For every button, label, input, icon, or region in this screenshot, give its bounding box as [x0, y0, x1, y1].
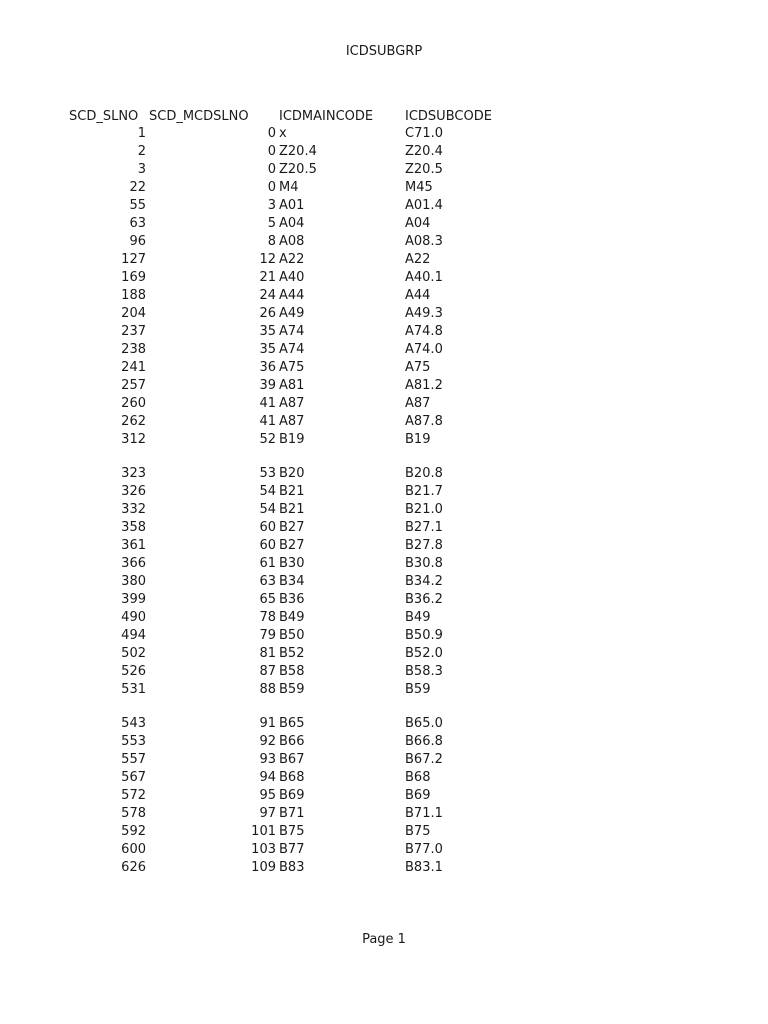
cell-icdsubcode: A49.3 — [405, 306, 443, 321]
cell-scd-slno: 63 — [129, 216, 146, 231]
cell-scd-mcdslno: 109 — [251, 860, 276, 875]
cell-scd-slno: 257 — [121, 378, 146, 393]
cell-icdsubcode: B83.1 — [405, 860, 443, 875]
cell-scd-mcdslno: 54 — [259, 502, 276, 517]
table-header — [0, 108, 768, 126]
cell-icdmaincode: B65 — [279, 716, 305, 731]
table-row — [0, 787, 768, 805]
cell-scd-slno: 1 — [137, 126, 146, 141]
cell-scd-mcdslno: 54 — [259, 484, 276, 499]
cell-icdsubcode: A81.2 — [405, 378, 443, 393]
cell-scd-mcdslno: 65 — [259, 592, 276, 607]
cell-scd-slno: 241 — [121, 360, 146, 375]
cell-icdsubcode: A04 — [405, 216, 431, 231]
cell-icdsubcode: A44 — [405, 288, 431, 303]
cell-scd-mcdslno: 21 — [259, 270, 276, 285]
table-row — [0, 215, 768, 233]
cell-scd-mcdslno: 0 — [267, 144, 276, 159]
table-row — [0, 483, 768, 501]
cell-icdmaincode: B59 — [279, 682, 305, 697]
cell-scd-mcdslno: 103 — [251, 842, 276, 857]
cell-scd-slno: 567 — [121, 770, 146, 785]
cell-scd-slno: 55 — [129, 198, 146, 213]
cell-icdmaincode: B75 — [279, 824, 305, 839]
cell-scd-slno: 260 — [121, 396, 146, 411]
cell-icdmaincode: x — [279, 126, 287, 141]
cell-icdmaincode: A04 — [279, 216, 305, 231]
cell-scd-slno: 531 — [121, 682, 146, 697]
cell-scd-mcdslno: 97 — [259, 806, 276, 821]
cell-scd-mcdslno: 93 — [259, 752, 276, 767]
table-row — [0, 627, 768, 645]
cell-icdsubcode: B50.9 — [405, 628, 443, 643]
table-row — [0, 681, 768, 699]
cell-scd-slno: 237 — [121, 324, 146, 339]
cell-scd-slno: 169 — [121, 270, 146, 285]
cell-icdmaincode: B21 — [279, 502, 305, 517]
cell-scd-slno: 600 — [121, 842, 146, 857]
table-row — [0, 609, 768, 627]
cell-scd-mcdslno: 12 — [259, 252, 276, 267]
cell-icdsubcode: B65.0 — [405, 716, 443, 731]
cell-scd-mcdslno: 52 — [259, 432, 276, 447]
table-row — [0, 179, 768, 197]
cell-icdmaincode: A74 — [279, 324, 305, 339]
cell-icdmaincode: B77 — [279, 842, 305, 857]
table-row — [0, 269, 768, 287]
cell-scd-slno: 553 — [121, 734, 146, 749]
cell-scd-slno: 332 — [121, 502, 146, 517]
table-row — [0, 841, 768, 859]
table-row — [0, 805, 768, 823]
cell-scd-slno: 204 — [121, 306, 146, 321]
cell-icdmaincode: B52 — [279, 646, 305, 661]
cell-scd-mcdslno: 94 — [259, 770, 276, 785]
cell-scd-slno: 572 — [121, 788, 146, 803]
cell-scd-mcdslno: 87 — [259, 664, 276, 679]
cell-icdsubcode: Z20.5 — [405, 162, 443, 177]
cell-scd-mcdslno: 36 — [259, 360, 276, 375]
table-row — [0, 197, 768, 215]
cell-icdmaincode: A74 — [279, 342, 305, 357]
column-header-icdmaincode: ICDMAINCODE — [279, 109, 374, 124]
cell-icdmaincode: B58 — [279, 664, 305, 679]
cell-icdmaincode: B68 — [279, 770, 305, 785]
cell-icdmaincode: A49 — [279, 306, 305, 321]
cell-scd-mcdslno: 81 — [259, 646, 276, 661]
cell-scd-slno: 2 — [137, 144, 146, 159]
cell-icdmaincode: Z20.5 — [279, 162, 317, 177]
cell-scd-slno: 399 — [121, 592, 146, 607]
cell-icdsubcode: A08.3 — [405, 234, 443, 249]
cell-scd-slno: 578 — [121, 806, 146, 821]
cell-icdmaincode: B71 — [279, 806, 305, 821]
cell-scd-mcdslno: 26 — [259, 306, 276, 321]
cell-icdsubcode: B19 — [405, 432, 431, 447]
cell-scd-mcdslno: 3 — [267, 198, 276, 213]
cell-scd-slno: 326 — [121, 484, 146, 499]
cell-icdsubcode: B75 — [405, 824, 431, 839]
table-row — [0, 143, 768, 161]
cell-icdmaincode: B27 — [279, 538, 305, 553]
cell-scd-slno: 361 — [121, 538, 146, 553]
table-row — [0, 751, 768, 769]
cell-scd-slno: 188 — [121, 288, 146, 303]
cell-scd-slno: 526 — [121, 664, 146, 679]
cell-icdsubcode: B27.1 — [405, 520, 443, 535]
table-row — [0, 305, 768, 323]
cell-scd-slno: 127 — [121, 252, 146, 267]
table-row — [0, 413, 768, 431]
column-header-icdsubcode: ICDSUBCODE — [405, 109, 492, 124]
cell-icdsubcode: B58.3 — [405, 664, 443, 679]
table-row — [0, 395, 768, 413]
cell-scd-mcdslno: 5 — [267, 216, 276, 231]
cell-icdsubcode: B27.8 — [405, 538, 443, 553]
cell-icdmaincode: A75 — [279, 360, 305, 375]
page-title: ICDSUBGRP — [345, 44, 423, 59]
table-row — [0, 233, 768, 251]
cell-icdmaincode: M4 — [279, 180, 299, 195]
cell-icdsubcode: B20.8 — [405, 466, 443, 481]
cell-icdmaincode: B21 — [279, 484, 305, 499]
table-row — [0, 431, 768, 449]
cell-icdmaincode: B30 — [279, 556, 305, 571]
cell-scd-mcdslno: 91 — [259, 716, 276, 731]
cell-scd-slno: 494 — [121, 628, 146, 643]
table-row — [0, 663, 768, 681]
table-row — [0, 519, 768, 537]
cell-scd-mcdslno: 8 — [267, 234, 276, 249]
cell-scd-slno: 592 — [121, 824, 146, 839]
cell-icdmaincode: A87 — [279, 414, 305, 429]
cell-icdsubcode: A87.8 — [405, 414, 443, 429]
cell-icdmaincode: A44 — [279, 288, 305, 303]
cell-icdmaincode: A01 — [279, 198, 305, 213]
cell-icdsubcode: M45 — [405, 180, 433, 195]
cell-scd-slno: 543 — [121, 716, 146, 731]
table-row — [0, 555, 768, 573]
cell-icdsubcode: C71.0 — [405, 126, 444, 141]
cell-scd-slno: 366 — [121, 556, 146, 571]
cell-icdsubcode: A74.0 — [405, 342, 443, 357]
cell-scd-slno: 3 — [137, 162, 146, 177]
cell-icdsubcode: A74.8 — [405, 324, 443, 339]
table-row — [0, 823, 768, 841]
table-row — [0, 465, 768, 483]
cell-scd-mcdslno: 53 — [259, 466, 276, 481]
cell-icdmaincode: B50 — [279, 628, 305, 643]
cell-scd-mcdslno: 63 — [259, 574, 276, 589]
column-header-scd-mcdslno: SCD_MCDSLNO — [149, 109, 249, 124]
cell-icdsubcode: B68 — [405, 770, 431, 785]
cell-icdsubcode: B49 — [405, 610, 431, 625]
cell-icdsubcode: B66.8 — [405, 734, 443, 749]
table-row — [0, 341, 768, 359]
cell-scd-mcdslno: 0 — [267, 162, 276, 177]
table-row — [0, 323, 768, 341]
cell-icdmaincode: B19 — [279, 432, 305, 447]
table-row — [0, 645, 768, 663]
table-row — [0, 501, 768, 519]
cell-icdmaincode: B34 — [279, 574, 305, 589]
cell-scd-mcdslno: 101 — [251, 824, 276, 839]
table-row — [0, 537, 768, 555]
cell-scd-slno: 323 — [121, 466, 146, 481]
cell-icdmaincode: B66 — [279, 734, 305, 749]
table-row — [0, 715, 768, 733]
table-row — [0, 733, 768, 751]
cell-scd-slno: 490 — [121, 610, 146, 625]
table-row — [0, 161, 768, 179]
cell-scd-mcdslno: 35 — [259, 342, 276, 357]
cell-icdsubcode: B21.0 — [405, 502, 443, 517]
cell-scd-slno: 380 — [121, 574, 146, 589]
cell-scd-slno: 22 — [129, 180, 146, 195]
cell-icdsubcode: B77.0 — [405, 842, 443, 857]
cell-icdsubcode: B52.0 — [405, 646, 443, 661]
cell-icdsubcode: B34.2 — [405, 574, 443, 589]
cell-icdsubcode: A40.1 — [405, 270, 443, 285]
cell-scd-slno: 557 — [121, 752, 146, 767]
cell-scd-slno: 312 — [121, 432, 146, 447]
cell-icdsubcode: B67.2 — [405, 752, 443, 767]
cell-scd-mcdslno: 35 — [259, 324, 276, 339]
cell-scd-mcdslno: 78 — [259, 610, 276, 625]
cell-icdmaincode: B49 — [279, 610, 305, 625]
cell-icdsubcode: A01.4 — [405, 198, 443, 213]
cell-scd-mcdslno: 39 — [259, 378, 276, 393]
cell-icdsubcode: A22 — [405, 252, 431, 267]
cell-scd-slno: 358 — [121, 520, 146, 535]
cell-scd-mcdslno: 60 — [259, 520, 276, 535]
cell-scd-slno: 626 — [121, 860, 146, 875]
page-number: Page 1 — [362, 932, 406, 947]
table-row — [0, 125, 768, 143]
cell-scd-mcdslno: 61 — [259, 556, 276, 571]
cell-icdmaincode: A08 — [279, 234, 305, 249]
table-row — [0, 377, 768, 395]
cell-icdmaincode: B36 — [279, 592, 305, 607]
cell-icdsubcode: B69 — [405, 788, 431, 803]
cell-scd-slno: 502 — [121, 646, 146, 661]
cell-icdmaincode: A87 — [279, 396, 305, 411]
cell-icdsubcode: Z20.4 — [405, 144, 443, 159]
table-body — [0, 125, 768, 877]
cell-scd-slno: 238 — [121, 342, 146, 357]
cell-icdmaincode: B27 — [279, 520, 305, 535]
cell-icdmaincode: A81 — [279, 378, 305, 393]
cell-scd-slno: 96 — [129, 234, 146, 249]
cell-scd-mcdslno: 79 — [259, 628, 276, 643]
cell-icdmaincode: A22 — [279, 252, 305, 267]
column-header-scd-slno: SCD_SLNO — [69, 109, 139, 124]
cell-scd-mcdslno: 95 — [259, 788, 276, 803]
cell-icdmaincode: B20 — [279, 466, 305, 481]
cell-scd-slno: 262 — [121, 414, 146, 429]
cell-icdmaincode: Z20.4 — [279, 144, 317, 159]
table-row — [0, 573, 768, 591]
table-row — [0, 769, 768, 787]
cell-scd-mcdslno: 41 — [259, 414, 276, 429]
cell-icdsubcode: B59 — [405, 682, 431, 697]
cell-scd-mcdslno: 24 — [259, 288, 276, 303]
cell-icdmaincode: A40 — [279, 270, 305, 285]
cell-icdmaincode: B83 — [279, 860, 305, 875]
table-row — [0, 859, 768, 877]
cell-scd-mcdslno: 0 — [267, 126, 276, 141]
cell-scd-mcdslno: 92 — [259, 734, 276, 749]
table-row — [0, 287, 768, 305]
cell-scd-mcdslno: 88 — [259, 682, 276, 697]
cell-icdsubcode: A75 — [405, 360, 431, 375]
cell-scd-mcdslno: 0 — [267, 180, 276, 195]
cell-icdsubcode: B30.8 — [405, 556, 443, 571]
cell-scd-mcdslno: 41 — [259, 396, 276, 411]
cell-icdsubcode: B36.2 — [405, 592, 443, 607]
cell-icdmaincode: B67 — [279, 752, 305, 767]
cell-icdsubcode: B21.7 — [405, 484, 443, 499]
cell-icdsubcode: A87 — [405, 396, 431, 411]
cell-icdmaincode: B69 — [279, 788, 305, 803]
cell-scd-mcdslno: 60 — [259, 538, 276, 553]
table-row — [0, 591, 768, 609]
cell-icdsubcode: B71.1 — [405, 806, 443, 821]
table-row — [0, 359, 768, 377]
table-row — [0, 251, 768, 269]
